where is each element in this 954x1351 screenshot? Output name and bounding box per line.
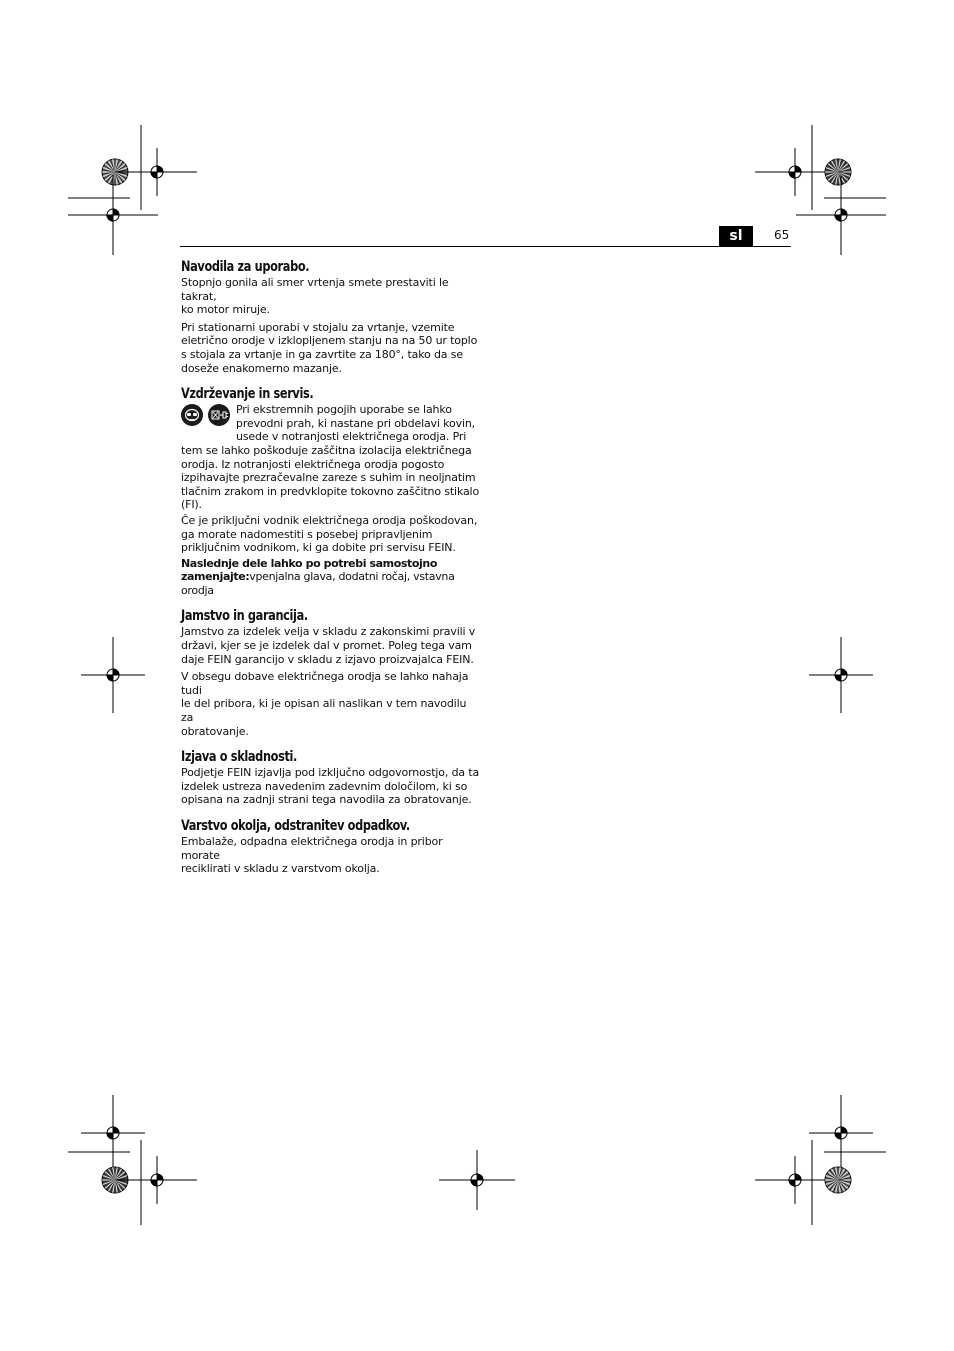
section-title: Varstvo okolja, odstranitev odpadkov. — [181, 818, 410, 834]
section-jamstvo — [181, 607, 481, 738]
section-title: Jamstvo in garancija. — [181, 608, 308, 625]
section-izjava — [181, 748, 481, 807]
section-title: Izjava o skladnosti. — [181, 749, 298, 766]
paragraph: Jamstvo za izdelek velja v skladu z zakonskimi pravili v državi, kjer se je izdelek dal v promet. Poleg tega vam daje FEIN garancijo v skladu z izjavo proizvajalca FEIN. — [181, 625, 476, 666]
main-content — [181, 258, 481, 886]
paragraph: V obsegu dobave električnega orodja se lahko nahaja tudi le del pribora, ki je opisan ali naslikan v tem navodilu za obratovanje. — [181, 670, 469, 738]
page-number: 65 — [774, 228, 790, 242]
header-rule — [180, 246, 791, 247]
section-varstvo — [181, 817, 481, 876]
paragraph: Podjetje FEIN izjavlja pod izključno odgovornostjo, da ta izdelek ustreza navedenim zadevnim določilom, ki so opisana na zadnji strani tega navodila za obratovanje. — [181, 766, 480, 807]
eye-protection-icon — [181, 404, 203, 426]
color-calibration-starburst — [825, 1167, 851, 1193]
paragraph — [181, 557, 481, 598]
replaceable-parts-list: vpenjalna glava, dodatni ročaj, vstavna orodja — [181, 570, 455, 597]
safety-icons — [181, 403, 481, 444]
paragraph: Stopnjo gonila ali smer vrtenja smete prestaviti le takrat, ko motor miruje. — [181, 276, 449, 317]
section-title: Navodila za uporabo. — [181, 259, 310, 275]
section-title: Vzdrževanje in servis. — [181, 386, 314, 403]
paragraph: Pri stationarni uporabi v stojalu za vrtanje, vzemite eletrično orodje v izklopljenem stanju na na 50 ur toplo s stojala za vrtanje in ga zavrtite za 180°, tako da se doseže enakomerno mazanje. — [181, 320, 478, 375]
section-navodila — [181, 258, 481, 375]
paragraph: Pri ekstremnih pogojih uporabe se lahko prevodni prah, ki nastane pri obdelavi kovin, usede v notranjosti električnega orodja. Pri — [236, 403, 476, 444]
section-vzdrzevanje — [181, 385, 481, 597]
replaceable-parts-label: Naslednje dele lahko po potrebi samostojno zamenjajte: — [181, 556, 438, 584]
color-calibration-starburst — [825, 159, 851, 185]
language-badge: sl — [719, 226, 753, 246]
paragraph: tem se lahko poškoduje zaščitna izolacija električnega orodja. Iz notranjosti električnega orodja pogosto izpihavajte prezračevalne zareze s suhim in neoljnatim tlačnim zrakom in predvklopite tokovno zaščitno stikalo (FI). — [181, 443, 480, 512]
paragraph: Če je priključni vodnik električnega orodja poškodovan, ga morate nadomestiti s posebej pripravljenim priključnim vodnikom, ki ga dobite pri servisu FEIN. — [181, 513, 478, 555]
paragraph: Embalaže, odpadna električnega orodja in pribor morate reciklirati v skladu z varstvom okolja. — [181, 835, 443, 876]
unplug-icon — [208, 404, 230, 426]
